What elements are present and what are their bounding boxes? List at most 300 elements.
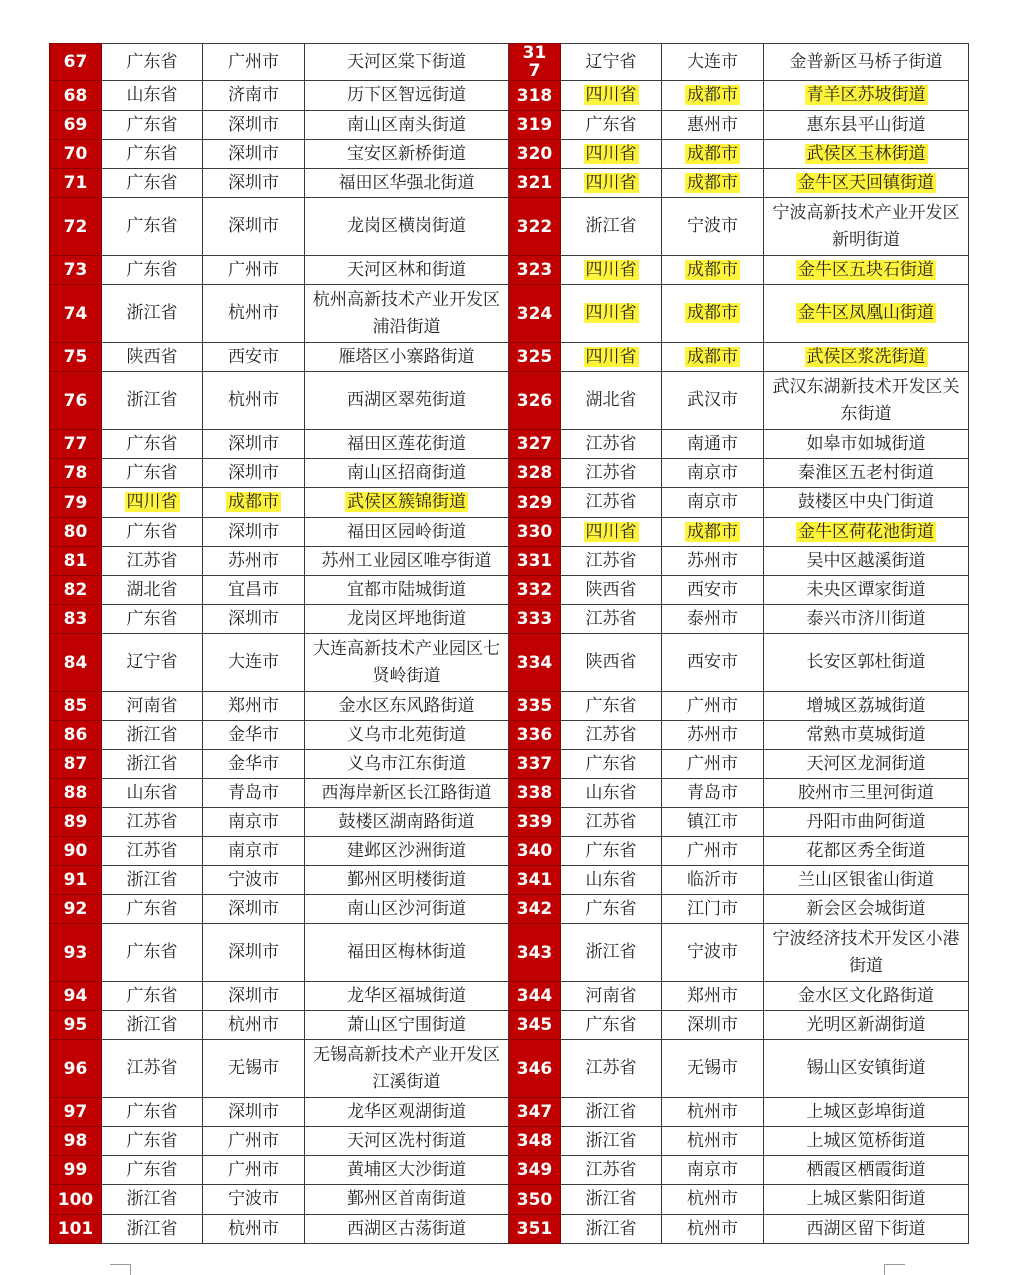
city-text: 苏州市 [687, 724, 738, 745]
province-text: 广东省 [126, 51, 178, 72]
province-cell [102, 1098, 203, 1127]
province-cell [102, 1127, 203, 1156]
street-text: 光明区新湖街道 [806, 1014, 926, 1035]
rank-number: 85 [50, 692, 102, 721]
city-cell [662, 1011, 764, 1040]
rank-number: 91 [50, 866, 102, 895]
street-text: 金牛区天回镇街道 [798, 172, 934, 193]
rank-number: 326 [509, 372, 561, 430]
province-cell [102, 1011, 203, 1040]
city-cell [662, 198, 764, 256]
street-table [49, 43, 969, 1244]
city-text: 杭州市 [687, 1189, 738, 1209]
province-cell [102, 169, 203, 198]
table-row [50, 605, 969, 634]
province-text: 广东省 [126, 172, 178, 193]
table-row [50, 343, 969, 372]
city-text: 成都市 [687, 303, 738, 323]
province-text: 四川省 [585, 85, 637, 105]
table-row [50, 692, 969, 721]
city-cell [662, 372, 764, 430]
street-cell [305, 779, 509, 808]
city-text: 广州市 [228, 1159, 279, 1180]
city-text: 广州市 [687, 840, 738, 861]
city-text: 成都市 [687, 172, 738, 193]
street-cell [305, 692, 509, 721]
province-text: 广东省 [126, 1101, 178, 1122]
rank-number: 338 [509, 779, 561, 808]
city-cell [662, 924, 764, 982]
province-text: 浙江省 [126, 753, 178, 774]
rank-number: 322 [509, 198, 561, 256]
rank-number: 342 [509, 895, 561, 924]
city-cell [662, 692, 764, 721]
city-cell [203, 1098, 305, 1127]
city-cell [662, 866, 764, 895]
city-text: 杭州市 [228, 1014, 279, 1035]
table-row [50, 430, 969, 459]
province-cell [102, 837, 203, 866]
rank-number: 96 [50, 1040, 102, 1098]
city-cell [203, 982, 305, 1011]
province-text: 广东省 [585, 114, 637, 135]
province-cell [102, 343, 203, 372]
city-text: 深圳市 [228, 172, 279, 193]
city-cell [662, 605, 764, 634]
province-text: 山东省 [126, 85, 178, 105]
city-cell [203, 1011, 305, 1040]
street-cell [764, 721, 969, 750]
city-cell [662, 169, 764, 198]
street-cell [305, 750, 509, 779]
table-row [50, 576, 969, 605]
province-cell [561, 779, 662, 808]
province-text: 湖北省 [126, 579, 178, 600]
city-cell [203, 1215, 305, 1244]
city-text: 成都市 [687, 85, 738, 105]
table-row [50, 779, 969, 808]
street-text: 丹阳市曲阿街道 [806, 811, 926, 832]
street-cell [305, 895, 509, 924]
street-cell [305, 140, 509, 169]
street-cell [764, 343, 969, 372]
city-cell [203, 372, 305, 430]
city-cell [203, 837, 305, 866]
province-text: 浙江省 [126, 390, 178, 410]
street-cell [305, 924, 509, 982]
street-text: 青羊区苏坡街道 [806, 85, 926, 105]
street-text: 惠东县平山街道 [806, 114, 926, 135]
city-cell [203, 924, 305, 982]
street-cell [305, 808, 509, 837]
city-cell [662, 1040, 764, 1098]
province-text: 湖北省 [585, 390, 637, 410]
street-text: 金水区文化路街道 [798, 985, 934, 1006]
province-cell [561, 372, 662, 430]
province-cell [102, 44, 203, 81]
city-cell [203, 488, 305, 518]
street-text: 秦淮区五老村街道 [798, 462, 934, 483]
street-cell [764, 518, 969, 547]
city-text: 深圳市 [228, 608, 279, 629]
province-cell [561, 1156, 662, 1185]
city-cell [662, 721, 764, 750]
province-text: 广东省 [126, 462, 178, 483]
province-cell [102, 721, 203, 750]
street-cell [764, 285, 969, 343]
city-text: 泰州市 [687, 608, 738, 629]
street-cell [764, 808, 969, 837]
street-text: 鄞州区首南街道 [347, 1189, 466, 1209]
city-text: 无锡市 [687, 1058, 738, 1078]
province-cell [102, 982, 203, 1011]
city-text: 宁波市 [228, 869, 279, 890]
street-cell [764, 547, 969, 576]
rank-number: 343 [509, 924, 561, 982]
street-text: 吴中区越溪街道 [806, 550, 926, 571]
city-cell [203, 779, 305, 808]
street-cell [764, 140, 969, 169]
street-text: 长安区郭杜街道 [806, 652, 926, 672]
city-text: 成都市 [687, 346, 738, 367]
province-cell [561, 1098, 662, 1127]
rank-number: 79 [50, 488, 102, 518]
street-cell [764, 895, 969, 924]
street-text: 兰山区银雀山街道 [798, 869, 934, 890]
city-text: 南京市 [228, 840, 279, 861]
city-text: 无锡市 [228, 1058, 279, 1078]
city-cell [662, 1127, 764, 1156]
street-cell [305, 169, 509, 198]
city-cell [203, 634, 305, 692]
province-cell [561, 866, 662, 895]
province-text: 浙江省 [126, 1189, 178, 1209]
rank-number: 74 [50, 285, 102, 343]
province-text: 广东省 [585, 898, 637, 919]
street-cell [764, 1098, 969, 1127]
province-cell [561, 518, 662, 547]
table-row [50, 169, 969, 198]
table-row [50, 372, 969, 430]
table-row [50, 1185, 969, 1215]
rank-number: 341 [509, 866, 561, 895]
rank-number: 332 [509, 576, 561, 605]
rank-number: 70 [50, 140, 102, 169]
street-cell [764, 692, 969, 721]
city-cell [662, 81, 764, 111]
city-text: 杭州市 [687, 1130, 738, 1151]
city-text: 苏州市 [228, 550, 279, 571]
city-text: 广州市 [228, 1130, 279, 1151]
province-text: 江苏省 [585, 433, 637, 454]
street-text: 义乌市北苑街道 [347, 724, 466, 745]
street-text: 西湖区留下街道 [806, 1218, 926, 1239]
street-cell [764, 866, 969, 895]
rank-number: 349 [509, 1156, 561, 1185]
province-text: 广东省 [126, 985, 178, 1006]
street-cell [764, 750, 969, 779]
province-text: 广东省 [126, 521, 178, 542]
province-text: 广东省 [585, 753, 637, 774]
province-cell [561, 1127, 662, 1156]
city-text: 深圳市 [228, 143, 279, 164]
province-cell [561, 343, 662, 372]
province-text: 四川省 [126, 492, 178, 512]
street-text: 宝安区新桥街道 [347, 143, 466, 164]
street-text: 金牛区凤凰山街道 [798, 303, 934, 323]
province-cell [102, 605, 203, 634]
province-cell [102, 895, 203, 924]
table-row [50, 488, 969, 518]
street-text: 宜都市陆城街道 [347, 579, 466, 600]
street-cell [305, 459, 509, 488]
province-text: 广东省 [126, 898, 178, 919]
street-cell [764, 779, 969, 808]
table-row [50, 518, 969, 547]
rank-number: 87 [50, 750, 102, 779]
street-text: 建邺区沙洲街道 [347, 840, 466, 861]
city-cell [662, 576, 764, 605]
street-text: 上城区彭埠街道 [806, 1101, 926, 1122]
street-cell [764, 634, 969, 692]
rank-number: 339 [509, 808, 561, 837]
rank-number: 86 [50, 721, 102, 750]
street-cell [305, 866, 509, 895]
street-text: 泰兴市济川街道 [806, 608, 926, 629]
province-text: 江苏省 [585, 1159, 637, 1180]
street-cell [305, 721, 509, 750]
street-text: 天河区棠下街道 [347, 51, 466, 72]
street-text: 南山区招商街道 [347, 462, 466, 483]
page-corner-mark-right [884, 1264, 905, 1275]
street-text: 宁波经济技术开发区小港街道 [772, 928, 960, 976]
street-cell [764, 1156, 969, 1185]
street-cell [764, 459, 969, 488]
city-cell [662, 634, 764, 692]
city-text: 广州市 [228, 259, 279, 280]
city-cell [662, 1185, 764, 1215]
rank-number: 321 [509, 169, 561, 198]
province-cell [561, 459, 662, 488]
city-cell [203, 721, 305, 750]
rank-number: 320 [509, 140, 561, 169]
street-text: 栖霞区栖霞街道 [806, 1159, 926, 1180]
city-text: 南通市 [687, 433, 738, 454]
city-text: 西安市 [228, 346, 279, 367]
province-text: 江苏省 [585, 462, 637, 483]
street-text: 历下区智远街道 [347, 85, 466, 105]
province-text: 浙江省 [126, 869, 178, 890]
city-cell [662, 488, 764, 518]
province-cell [561, 430, 662, 459]
city-cell [203, 895, 305, 924]
province-text: 陕西省 [585, 579, 637, 600]
province-text: 四川省 [585, 346, 637, 367]
city-text: 青岛市 [228, 782, 279, 803]
province-text: 四川省 [585, 259, 637, 280]
street-cell [764, 81, 969, 111]
province-text: 江苏省 [126, 1058, 178, 1078]
province-cell [102, 576, 203, 605]
rank-number: 67 [50, 44, 102, 81]
province-text: 广东省 [585, 840, 637, 861]
rank-number: 88 [50, 779, 102, 808]
street-text: 龙岗区坪地街道 [347, 608, 466, 629]
street-cell [764, 1127, 969, 1156]
province-text: 浙江省 [585, 942, 637, 962]
street-text: 西湖区古荡街道 [347, 1218, 466, 1239]
street-text: 胶州市三里河街道 [798, 782, 934, 803]
rank-number: 81 [50, 547, 102, 576]
street-text: 南山区沙河街道 [347, 898, 466, 919]
city-cell [203, 169, 305, 198]
street-cell [764, 169, 969, 198]
province-cell [561, 692, 662, 721]
province-cell [102, 1040, 203, 1098]
rank-number: 71 [50, 169, 102, 198]
city-cell [662, 518, 764, 547]
city-text: 南京市 [687, 1159, 738, 1180]
province-cell [561, 837, 662, 866]
street-text: 萧山区宁围街道 [347, 1014, 466, 1035]
city-cell [203, 343, 305, 372]
rank-number: 93 [50, 924, 102, 982]
street-cell [305, 1215, 509, 1244]
city-text: 深圳市 [228, 521, 279, 542]
province-cell [102, 488, 203, 518]
province-cell [102, 81, 203, 111]
city-text: 江门市 [687, 898, 738, 919]
city-text: 杭州市 [228, 1218, 279, 1239]
table-row [50, 866, 969, 895]
city-cell [662, 256, 764, 285]
rank-number: 351 [509, 1215, 561, 1244]
province-text: 浙江省 [585, 1218, 637, 1239]
street-cell [305, 430, 509, 459]
street-list-sheet [49, 43, 968, 1244]
street-cell [305, 1011, 509, 1040]
rank-number: 89 [50, 808, 102, 837]
city-cell [662, 547, 764, 576]
table-row [50, 721, 969, 750]
province-cell [561, 198, 662, 256]
province-cell [102, 692, 203, 721]
street-cell [305, 1040, 509, 1098]
province-cell [102, 779, 203, 808]
street-text: 宁波高新技术产业开发区新明街道 [772, 202, 960, 250]
street-text: 福田区华强北街道 [338, 172, 475, 193]
province-text: 浙江省 [126, 1218, 178, 1239]
city-text: 宁波市 [228, 1189, 279, 1209]
province-cell [102, 808, 203, 837]
province-cell [561, 982, 662, 1011]
province-text: 浙江省 [585, 1130, 637, 1151]
rank-number: 334 [509, 634, 561, 692]
rank-number: 340 [509, 837, 561, 866]
rank-number: 346 [509, 1040, 561, 1098]
street-cell [305, 547, 509, 576]
province-cell [561, 169, 662, 198]
province-cell [102, 866, 203, 895]
province-cell [102, 1215, 203, 1244]
city-text: 惠州市 [687, 114, 738, 135]
province-text: 江苏省 [585, 550, 637, 571]
rank-number: 31 7 [509, 44, 561, 81]
street-text: 天河区林和街道 [347, 259, 466, 280]
city-text: 南京市 [687, 492, 738, 512]
province-cell [561, 140, 662, 169]
province-text: 广东省 [126, 143, 178, 164]
table-row [50, 198, 969, 256]
rank-number: 92 [50, 895, 102, 924]
city-text: 金华市 [228, 724, 279, 745]
city-cell [662, 430, 764, 459]
table-row [50, 1156, 969, 1185]
city-text: 西安市 [687, 579, 738, 600]
rank-number: 95 [50, 1011, 102, 1040]
city-text: 镇江市 [687, 811, 738, 832]
city-text: 苏州市 [687, 550, 738, 571]
province-cell [561, 547, 662, 576]
rank-number: 319 [509, 111, 561, 140]
street-cell [305, 982, 509, 1011]
street-text: 金牛区荷花池街道 [798, 521, 934, 542]
street-text: 武侯区玉林街道 [806, 143, 926, 164]
rank-number: 330 [509, 518, 561, 547]
street-cell [305, 198, 509, 256]
street-cell [764, 488, 969, 518]
province-text: 辽宁省 [126, 652, 178, 672]
city-text: 成都市 [687, 143, 738, 164]
province-cell [561, 256, 662, 285]
rank-number: 333 [509, 605, 561, 634]
province-cell [102, 547, 203, 576]
city-cell [662, 111, 764, 140]
street-text: 天河区冼村街道 [347, 1130, 466, 1151]
city-text: 杭州市 [228, 303, 279, 323]
rank-number: 75 [50, 343, 102, 372]
city-text: 大连市 [687, 51, 738, 72]
city-cell [203, 430, 305, 459]
city-text: 青岛市 [687, 782, 738, 803]
street-text: 鼓楼区湖南路街道 [338, 811, 475, 832]
city-text: 深圳市 [228, 433, 279, 454]
city-text: 深圳市 [228, 462, 279, 483]
city-text: 杭州市 [228, 390, 279, 410]
rank-number: 323 [509, 256, 561, 285]
province-cell [561, 605, 662, 634]
table-row [50, 1127, 969, 1156]
city-text: 杭州市 [687, 1101, 738, 1122]
province-cell [561, 924, 662, 982]
rank-number: 348 [509, 1127, 561, 1156]
street-text: 黄埔区大沙街道 [347, 1159, 466, 1180]
page-corner-mark-left [110, 1264, 131, 1275]
province-cell [561, 488, 662, 518]
table-row [50, 924, 969, 982]
province-cell [561, 1215, 662, 1244]
street-text: 福田区梅林街道 [347, 942, 466, 962]
street-text: 南山区南头街道 [347, 114, 466, 135]
province-cell [561, 285, 662, 343]
street-cell [764, 44, 969, 81]
province-cell [561, 895, 662, 924]
rank-number: 345 [509, 1011, 561, 1040]
city-text: 金华市 [228, 753, 279, 774]
table-row [50, 808, 969, 837]
city-cell [203, 285, 305, 343]
table-row [50, 81, 969, 111]
